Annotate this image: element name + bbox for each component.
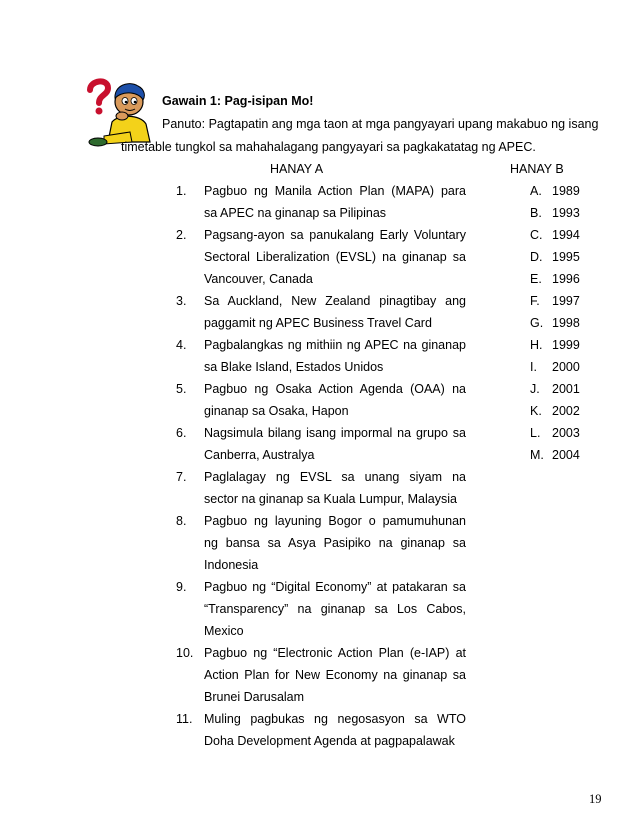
option-year: 1995 [552,250,580,264]
list-item [176,510,466,576]
year-option [530,334,590,356]
year-option [530,444,590,466]
page-number: 19 [589,792,602,806]
item-text [204,576,466,642]
instruction-line-2: timetable tungkol sa mahahalagang pangyayari sa pagkakatatag ng APEC. [121,140,536,154]
year-option [530,400,590,422]
option-year: 1996 [552,272,580,286]
year-option [530,268,590,290]
option-year: 2003 [552,426,580,440]
item-text-line: “Transparency” na ginanap sa Los Cabos, [204,602,466,616]
item-text-line: Indonesia [204,558,259,572]
year-option [530,246,590,268]
item-text-line: Pagbuo ng Manila Action Plan (MAPA) para [204,184,466,198]
option-letter: J. [530,382,540,396]
list-item [176,290,466,334]
year-option [530,312,590,334]
option-letter: G. [530,316,544,330]
item-text-line: ng bansa sa Asya Pasipiko na ginanap sa [204,536,466,550]
option-letter: A. [530,184,542,198]
item-text-line: Pagbuo ng “Digital Economy” at patakaran sa [204,580,466,594]
option-letter: M. [530,448,544,462]
item-text-line: Vancouver, Canada [204,272,313,286]
option-letter: B. [530,206,542,220]
option-letter: I. [530,360,537,374]
option-year: 1999 [552,338,580,352]
item-text-line: ginanap sa Osaka, Hapon [204,404,349,418]
item-text-line: Pagbuo ng Osaka Action Agenda (OAA) na [204,382,466,396]
item-number: 10. [176,646,194,660]
activity-title: Gawain 1: Pag-isipan Mo! [162,94,314,108]
item-text-line: Mexico [204,624,244,638]
item-text-line: Doha Development Agenda at pagpapalawak [204,734,455,748]
item-number: 1. [176,184,187,198]
item-text-line: Pagbalangkas ng mithiin ng APEC na ginanap [204,338,466,352]
list-item [176,708,466,752]
item-text-line: Sectoral Liberalization (EVSL) na ginanap sa [204,250,466,264]
year-option [530,202,590,224]
list-item [176,576,466,642]
item-number: 2. [176,228,187,242]
item-text [204,510,466,576]
option-year: 1994 [552,228,580,242]
list-item [176,180,466,224]
option-year: 1989 [552,184,580,198]
column-b-header: HANAY B [510,162,564,176]
item-number: 4. [176,338,187,352]
item-text [204,290,466,334]
list-item [176,642,466,708]
instruction-line-1: Panuto: Pagtapatin ang mga taon at mga pangyayari upang makabuo ng isang [162,117,599,131]
option-letter: E. [530,272,542,286]
year-option [530,422,590,444]
item-text [204,466,466,510]
option-year: 1993 [552,206,580,220]
item-number: 6. [176,426,187,440]
item-text [204,224,466,290]
option-letter: F. [530,294,540,308]
option-year: 2000 [552,360,580,374]
list-item [176,224,466,290]
year-option [530,378,590,400]
item-text-line: sa Blake Island, Estados Unidos [204,360,384,374]
item-text [204,378,466,422]
item-text-line: Paglalagay ng EVSL sa unang siyam na [204,470,466,484]
item-text-line: Pagbuo ng layuning Bogor o pamumuhunan [204,514,466,528]
option-letter: D. [530,250,543,264]
item-number: 3. [176,294,187,308]
item-text-line: Pagbuo ng “Electronic Action Plan (e-IAP) at [204,646,466,660]
item-number: 7. [176,470,187,484]
item-text-line: paggamit ng APEC Business Travel Card [204,316,432,330]
column-a-list [176,180,466,752]
item-text [204,180,466,224]
item-number: 9. [176,580,187,594]
column-a-header: HANAY A [270,162,324,176]
column-b-list [530,180,590,466]
item-number: 8. [176,514,187,528]
item-number: 11. [176,712,193,726]
item-text [204,708,466,752]
option-letter: K. [530,404,542,418]
list-item [176,378,466,422]
year-option [530,356,590,378]
item-text-line: sa APEC na ginanap sa Pilipinas [204,206,387,220]
item-text-line: Brunei Darusalam [204,690,305,704]
option-year: 1997 [552,294,580,308]
item-text-line: sector na ginanap sa Kuala Lumpur, Malaysia [204,492,457,506]
list-item [176,334,466,378]
item-text-line: Pagsang-ayon sa panukalang Early Voluntary [204,228,466,242]
item-number: 5. [176,382,187,396]
item-text [204,334,466,378]
thinking-character-clipart [84,76,160,148]
option-year: 1998 [552,316,580,330]
list-item [176,422,466,466]
option-year: 2002 [552,404,580,418]
year-option [530,180,590,202]
year-option [530,224,590,246]
year-option [530,290,590,312]
item-text-line: Canberra, Australya [204,448,315,462]
list-item [176,466,466,510]
option-letter: L. [530,426,541,440]
item-text-line: Muling pagbukas ng negosasyon sa WTO [204,712,466,726]
option-letter: H. [530,338,543,352]
option-year: 2001 [552,382,580,396]
option-letter: C. [530,228,543,242]
option-year: 2004 [552,448,580,462]
item-text-line: Action Plan for New Economy na ginanap sa [204,668,466,682]
item-text [204,422,466,466]
item-text-line: Nagsimula bilang isang impormal na grupo sa [204,426,466,440]
item-text-line: Sa Auckland, New Zealand pinagtibay ang [204,294,466,308]
item-text [204,642,466,708]
